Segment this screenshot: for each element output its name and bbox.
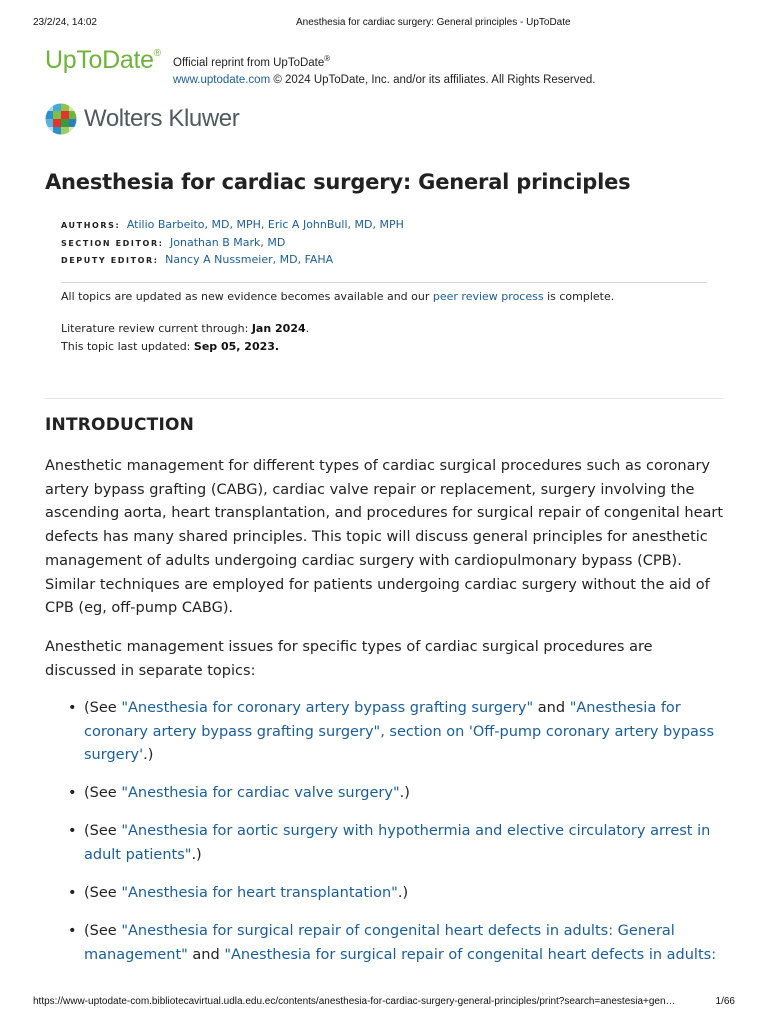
see-open: (See [84,823,122,840]
copyright-text: © 2024 UpToDate, Inc. and/or its affiliates. All Rights Reserved. [270,73,596,86]
uptodate-site-link[interactable]: www.uptodate.com [173,73,271,86]
deputy-editor-link[interactable]: Nancy A Nussmeier, MD, FAHA [165,253,334,266]
list-item [45,697,725,768]
wolters-kluwer-wordmark: Wolters Kluwer [84,105,240,132]
see-close: .) [399,785,410,802]
wk-globe-mosaic-icon [45,103,77,135]
list-item [45,920,725,967]
authors-row [61,217,404,235]
authors-link[interactable]: Atilio Barbeito, MD, MPH, Eric A JohnBull, MD, MPH [126,218,404,231]
see-open: (See [84,700,122,716]
section-editor-link[interactable]: Jonathan B Mark, MD [170,235,286,249]
lit-review-label: Literature review current through: [61,322,252,335]
and-text: and [187,946,225,963]
list-item [45,882,725,906]
reprint-notice [173,50,596,89]
topic-link[interactable]: "Anesthesia for coronary artery bypass grafting surgery" [121,700,534,716]
see-close: .) [143,747,154,764]
intro-paragraph: Anesthetic management issues for specific types of cardiac surgical procedures are discussed in separate topics: [45,639,653,679]
topic-link[interactable]: "Anesthesia for heart transplantation" [121,885,398,902]
print-datetime: 23/2/24, 14:02 [33,17,97,28]
article-title: Anesthesia for cardiac surgery: General principles [45,170,631,194]
print-url: https://www-uptodate-com.bibliotecavirtual.udla.edu.ec/contents/anesthesia-for-cardiac-surgery-general-principles/print?search=anestesia+gen… [33,996,676,1007]
page-indicator: 1/66 [715,996,735,1007]
bullet: • [68,885,77,902]
and-text: and [533,700,570,716]
bullet: • [68,700,77,716]
topic-link[interactable]: "Anesthesia for cardiac valve surgery" [121,785,400,802]
deputy-editor-row [61,252,404,270]
peer-review-link[interactable]: peer review process [432,290,544,303]
divider [45,398,723,399]
authors-label: AUTHORS: [61,221,121,230]
list-item [45,820,725,867]
wolters-kluwer-logo [45,103,239,135]
see-open: (See [84,885,122,902]
lit-review-date: Jan 2024 [251,322,306,335]
topic-link[interactable]: "Anesthesia for coronary artery bypass grafting surgery", section on 'Off-pump coronary artery bypass surgery' [84,700,715,764]
topic-link[interactable]: "Anesthesia for aortic surgery with hypothermia and elective circulatory arrest in adult patients" [84,823,711,864]
section-editor-label: SECTION EDITOR: [61,238,164,248]
bullet: • [68,785,77,802]
see-close: .) [191,847,202,864]
section-editor-row [61,235,404,253]
print-page-title: Anesthesia for cardiac surgery: General principles - UpToDate [296,17,571,28]
last-updated-date: Sep 05, 2023. [193,340,280,353]
section-heading: INTRODUCTION [45,415,195,435]
related-topics-list [45,697,725,968]
reprint-text: Official reprint from UpToDate [173,56,325,69]
topic-link[interactable]: "Anesthesia for surgical repair of congenital heart defects in adults: [224,946,717,963]
topic-link[interactable]: "Anesthesia for surgical repair of congenital heart defects in adults: General management" [84,923,675,963]
review-note [61,290,614,303]
uptodate-logo-mark: ® [153,48,161,59]
divider [61,282,707,283]
last-updated-label: This topic last updated: [61,340,194,353]
intro-paragraph: Anesthetic management for different types of cardiac surgical procedures such as coronary artery bypass grafting (CABG), cardiac valve repair or replacement, surgery involving the ascending aorta, heart transplantation, and procedures for surgical repair of congenital heart defects has many shared principles. This topic will discuss general principles for anesthetic management of adults undergoing cardiac surgery with cardiopulmonary bypass (CPB). Similar techniques are employed for patients undergoing cardiac surgery without the aid of CPB (eg, off-pump CABG). [45,458,724,617]
lit-review-period: . [305,322,310,335]
list-item [45,782,725,806]
see-close: .) [397,885,409,902]
bullet: • [68,823,77,840]
review-note-end: is complete. [543,290,615,303]
uptodate-logo-text: UpToDate [45,46,154,74]
uptodate-logo [45,46,161,75]
see-open: (See [84,923,122,940]
reprint-mark: ® [324,54,331,63]
deputy-editor-label: DEPUTY EDITOR: [61,256,159,265]
topic-dates [61,320,309,356]
review-note-text: All topics are updated as new evidence becomes available and our [61,290,433,303]
see-open: (See [84,785,122,802]
article-contributors [61,217,404,270]
bullet: • [68,923,77,940]
